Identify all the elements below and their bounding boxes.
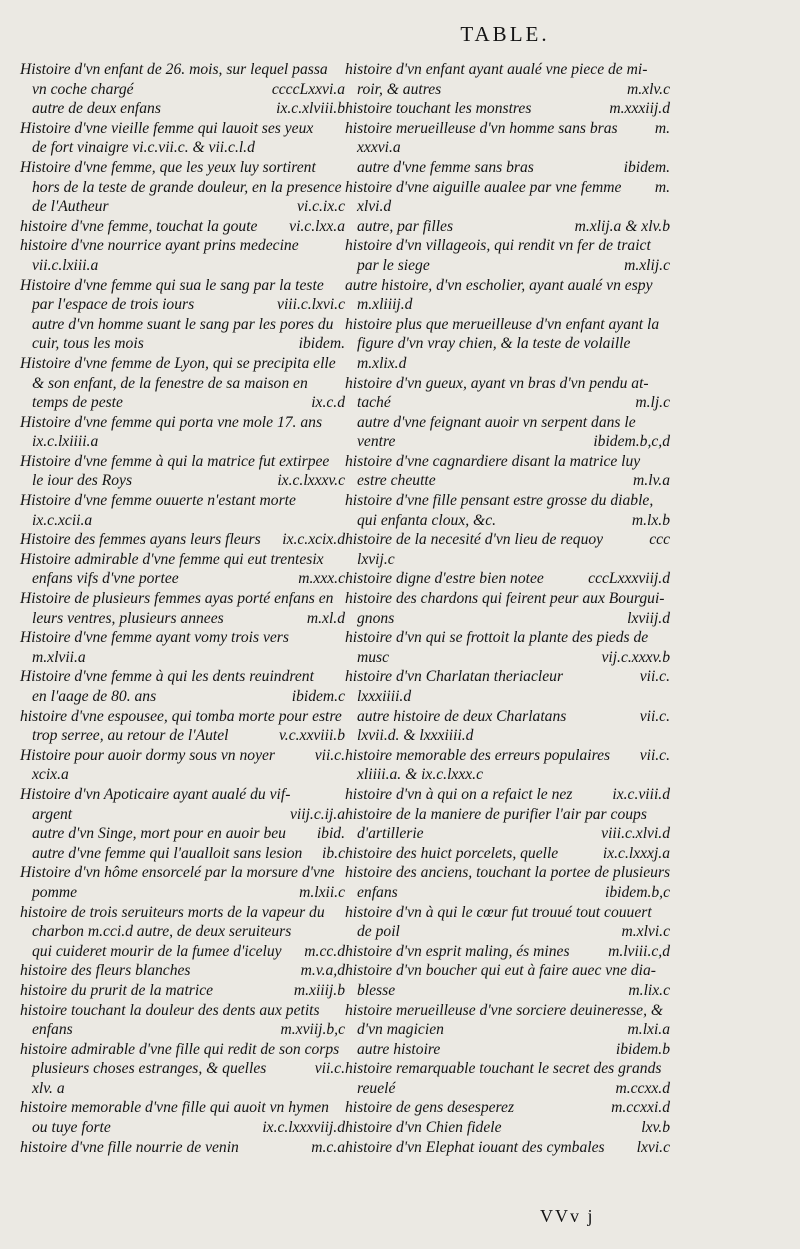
index-page-reference: m.lxi.a (627, 1021, 670, 1039)
index-entry-text: histoire d'vn esprit maling, és mines (345, 942, 570, 960)
index-line (20, 217, 345, 237)
index-entry-text: enfans vifs d'vne portee (32, 570, 179, 588)
index-entry-text: histoire d'vne fille pensant estre grosse du diable, (345, 492, 654, 510)
index-page-reference: m.xviij.b,c (280, 1021, 345, 1039)
index-page-reference: vi.c.ix.c (296, 198, 345, 216)
index-line (345, 1138, 670, 1158)
index-page-reference: lxv.b (641, 1119, 670, 1137)
index-page-reference: m. (654, 178, 670, 196)
index-entry-text: Histoire d'vne femme de Lyon, qui se precipita elle (20, 354, 336, 372)
index-entry-text: histoire d'vne aiguille aualee par vne femme (345, 178, 622, 196)
index-line (20, 942, 345, 962)
index-entry-text: enfans (32, 1021, 73, 1039)
index-entry-text: xlv. a (32, 1079, 65, 1097)
index-line (20, 276, 345, 296)
index-entry-text: histoire digne d'estre bien notee (345, 570, 544, 588)
index-page-reference: vi.c.lxx.a (289, 217, 345, 235)
index-page-reference: m.lxii.c (299, 883, 345, 901)
index-line (345, 178, 670, 198)
index-entry-text: autre d'vne feignant auoir vn serpent dans le (357, 413, 636, 431)
index-entry-text: xcix.a (32, 766, 69, 784)
index-entry-text: Histoire d'vne femme ayant vomy trois vers (20, 629, 289, 647)
index-page-reference: m.v.a,d (300, 962, 345, 980)
index-entry-text: temps de peste (32, 394, 123, 412)
index-entry-text: Histoire d'vn hôme ensorcelé par la morsure d'vne (20, 864, 335, 882)
index-entry-text: pomme (32, 883, 78, 901)
index-page-reference: ix.c.xcix.d (282, 531, 345, 549)
index-entry-text: de poil (357, 923, 400, 941)
index-entry-text: gnons (357, 609, 395, 627)
index-page-reference: ix.c.lxxxviij.d (262, 1119, 345, 1137)
index-page-reference: m.xlij.a & xlv.b (574, 217, 670, 235)
index-line (345, 707, 670, 727)
index-page-reference: vii.c. (314, 1060, 345, 1078)
index-page-reference: ix.c.lxxxv.c (277, 472, 345, 490)
index-page-reference: vii.c. (639, 668, 670, 686)
index-line (20, 726, 345, 746)
index-line (345, 922, 670, 942)
index-entry-text: qui cuideret mourir de la fumee d'iceluy (32, 942, 282, 960)
index-line (345, 648, 670, 668)
index-page-reference: ib.c (322, 844, 345, 862)
index-line (20, 1040, 345, 1060)
index-entry-text: histoire de la maniere de purifier l'air par coups (345, 805, 647, 823)
index-entry-text: lxxxiiii.d (357, 688, 412, 705)
index-entry-text: histoire d'vn boucher qui eut à faire auec vne dia- (345, 962, 656, 980)
index-page-reference: m.lx.b (631, 511, 670, 529)
index-line (20, 334, 345, 354)
index-line (345, 667, 670, 687)
index-line (20, 236, 345, 256)
index-page-reference: ibidem. (623, 158, 670, 176)
index-entry-text: Histoire pour auoir dormy sous vn noyer (20, 746, 275, 764)
index-line (345, 119, 670, 139)
index-line (20, 785, 345, 805)
index-line (345, 99, 670, 119)
index-page-reference: m.xlv.c (627, 80, 670, 98)
index-line (345, 1040, 670, 1060)
index-entry-text: ix.c.xcii.a (32, 511, 93, 529)
index-line (20, 1138, 345, 1158)
index-line (345, 726, 670, 746)
index-entry-text: histoire memorable d'vne fille qui auoit vn hymen (20, 1099, 329, 1117)
index-line (345, 197, 670, 217)
index-line (345, 981, 670, 1001)
index-line (20, 609, 345, 629)
index-line (345, 1098, 670, 1118)
index-line (20, 628, 345, 648)
index-page-reference: m.c.a (311, 1138, 345, 1156)
index-entry-text: m.xlvii.a (32, 648, 86, 666)
page-title: TABLE. (460, 22, 550, 46)
index-line (20, 178, 345, 198)
index-page-reference: m.lj.c (635, 394, 670, 412)
index-page-reference: m. (654, 119, 670, 137)
index-line (20, 491, 345, 511)
index-page-reference: cccLxxxviij.d (588, 570, 670, 588)
index-line (345, 824, 670, 844)
left-column (20, 60, 345, 1157)
index-page-reference: ccccLxxvi.a (271, 80, 345, 98)
index-line (20, 158, 345, 178)
index-line (345, 354, 670, 374)
index-line (345, 628, 670, 648)
index-entry-text: autre d'vne femme qui l'aualloit sans lesion (32, 844, 303, 862)
index-line (20, 60, 345, 80)
index-page-reference: ibidem.b,c,d (593, 433, 670, 451)
index-page-reference: ibid. (316, 825, 345, 843)
index-entry-text: cuir, tous les mois (32, 335, 144, 353)
index-line (345, 1001, 670, 1021)
index-line (345, 785, 670, 805)
index-entry-text: Histoire d'vne femme à qui la matrice fut extirpee (20, 452, 330, 470)
index-entry-text: charbon m.cci.d autre, de deux seruiteurs (32, 923, 292, 941)
index-line (345, 844, 670, 864)
index-entry-text: Histoire de plusieurs femmes ayas porté enfans en (20, 590, 334, 608)
index-line (20, 1059, 345, 1079)
index-line (20, 530, 345, 550)
index-line (20, 1118, 345, 1138)
index-entry-text: histoire touchant les monstres (345, 100, 532, 118)
index-line (20, 648, 345, 668)
index-line (345, 315, 670, 335)
index-entry-text: blesse (357, 981, 396, 999)
index-entry-text: roir, & autres (357, 80, 442, 98)
index-entry-text: histoire memorable des erreurs populaires (345, 746, 611, 764)
index-page-reference: vii.c. (314, 746, 345, 764)
index-entry-text: histoire d'vne nourrice ayant prins medecine (20, 237, 299, 255)
index-line (345, 550, 670, 570)
index-entry-text: autre, par filles (357, 217, 454, 235)
index-page-reference: viii.c.lxvi.c (277, 296, 345, 314)
index-entry-text: par le siege (357, 256, 430, 274)
index-entry-text: histoire d'vne femme, touchat la goute (20, 217, 258, 235)
index-line (20, 961, 345, 981)
index-line (20, 922, 345, 942)
index-page-reference: viii.c.xlvi.d (601, 825, 670, 843)
index-entry-text: xlvi.d (357, 198, 392, 216)
index-page-reference: ix.c.xlviii.b (276, 100, 345, 118)
index-entry-text: autre d'vne femme sans bras (357, 158, 534, 176)
index-line (20, 589, 345, 609)
index-page-reference: m.lix.c (628, 981, 670, 999)
index-entry-text: histoire d'vn Chien fidele (345, 1119, 502, 1137)
index-entry-text: ix.c.lxiiii.a (32, 433, 99, 451)
index-line (20, 315, 345, 335)
index-line (20, 903, 345, 923)
index-entry-text: histoire du prurit de la matrice (20, 981, 214, 999)
index-page-reference: m.xlvi.c (621, 923, 670, 941)
index-entry-text: de l'Autheur (32, 198, 109, 216)
index-entry-text: histoire merueilleuse d'vne sorciere deuineresse, & (345, 1001, 664, 1019)
index-line (20, 511, 345, 531)
index-entry-text: histoire des anciens, touchant la portee de plusieurs (345, 864, 671, 882)
index-entry-text: histoire d'vn gueux, ayant vn bras d'vn pendu at- (345, 374, 649, 392)
index-entry-text: enfans (357, 883, 398, 901)
index-entry-text: ou tuye forte (32, 1119, 111, 1137)
index-entry-text: Histoire d'vne femme qui porta vne mole 17. ans (20, 413, 323, 431)
index-line (345, 961, 670, 981)
index-line (20, 256, 345, 276)
index-line (20, 805, 345, 825)
index-line (345, 236, 670, 256)
index-line (20, 1001, 345, 1021)
index-entry-text: Histoire admirable d'vne femme qui eut trentesix (20, 550, 324, 568)
index-entry-text: m.xlix.d (357, 354, 407, 372)
index-entry-text: histoire d'vne espousee, qui tomba morte pour estre (20, 707, 342, 725)
index-line (20, 569, 345, 589)
index-entry-text: le iour des Roys (32, 472, 133, 490)
index-entry-text: histoire d'vn enfant ayant aualé vne piece de mi- (345, 61, 648, 78)
index-line (20, 99, 345, 119)
index-page-reference: ibidem.b,c (605, 883, 670, 901)
index-entry-text: par l'espace de trois iours (32, 296, 195, 314)
index-page-reference: viij.c.ij.a (290, 805, 345, 823)
index-line (345, 805, 670, 825)
index-page-reference: m.ccxx.d (615, 1079, 670, 1097)
index-entry-text: histoire de la necesité d'vn lieu de requoy (345, 531, 604, 549)
index-line (20, 471, 345, 491)
index-entry-text: de fort vinaigre vi.c.vii.c. & vii.c.l.d (32, 139, 255, 157)
index-entry-text: reuelé (357, 1079, 396, 1097)
index-entry-text: vii.c.lxiii.a (32, 256, 99, 274)
index-entry-text: Histoire d'vne femme à qui les dents reuindrent (20, 668, 314, 686)
index-line (20, 824, 345, 844)
index-line (345, 374, 670, 394)
index-entry-text: plusieurs choses estranges, & quelles (32, 1060, 267, 1078)
index-line (20, 765, 345, 785)
index-entry-text: Histoire des femmes ayans leurs fleurs (20, 531, 261, 549)
index-entry-text: histoire d'vn Elephat iouant des cymbales (345, 1138, 605, 1156)
index-page-reference: m.lviii.c,d (608, 942, 670, 960)
index-entry-text: histoire merueilleuse d'vn homme sans bras (345, 119, 618, 137)
index-page-reference: m.xiiij.b (293, 981, 345, 999)
index-line (20, 1079, 345, 1099)
index-page-reference: ibidem. (298, 335, 345, 353)
index-line (20, 119, 345, 139)
index-line (345, 569, 670, 589)
index-entry-text: histoire d'vn Charlatan theriacleur (345, 668, 564, 686)
right-column (345, 60, 670, 1157)
index-entry-text: hors de la teste de grande douleur, en la presence (32, 178, 342, 196)
index-entry-text: trop serree, au retour de l'Autel (32, 727, 229, 745)
index-entry-text: figure d'vn vray chien, & la teste de volaille (357, 335, 631, 353)
index-line (345, 530, 670, 550)
index-line (345, 80, 670, 100)
index-line (20, 844, 345, 864)
index-entry-text: argent (32, 805, 73, 823)
index-line (345, 511, 670, 531)
index-page-reference: m.ccxxi.d (611, 1099, 670, 1117)
index-line (345, 256, 670, 276)
index-page-reference: m.xl.d (306, 609, 345, 627)
index-page-reference: lxviij.d (627, 609, 670, 627)
index-entry-text: ventre (357, 433, 396, 451)
index-entry-text: Histoire d'vn enfant de 26. mois, sur lequel passa (20, 61, 328, 78)
index-entry-text: autre d'vn Singe, mort pour en auoir beu (32, 825, 286, 843)
index-line (345, 942, 670, 962)
index-line (345, 138, 670, 158)
index-entry-text: histoire admirable d'vne fille qui redit de son corps (20, 1040, 340, 1058)
index-entry-text: m.xliiij.d (357, 296, 413, 314)
index-line (345, 60, 670, 80)
index-line (20, 746, 345, 766)
index-line (20, 1098, 345, 1118)
index-line (20, 1020, 345, 1040)
index-entry-text: leurs ventres, plusieurs annees (32, 609, 224, 627)
index-line (345, 883, 670, 903)
index-line (20, 393, 345, 413)
index-line (20, 707, 345, 727)
index-entry-text: xxxvi.a (357, 139, 401, 157)
index-line (20, 550, 345, 570)
index-entry-text: d'artillerie (357, 825, 424, 843)
signature-mark: VVv j (540, 1206, 595, 1226)
index-page-reference: lxvi.c (636, 1138, 670, 1156)
index-entry-text: histoire remarquable touchant le secret des grands (345, 1060, 662, 1078)
index-entry-text: histoire touchant la douleur des dents aux petits (20, 1001, 320, 1019)
index-entry-text: Histoire d'vne vieille femme qui lauoit ses yeux (20, 119, 314, 137)
index-line (345, 903, 670, 923)
index-page-reference: v.c.xxviii.b (279, 727, 345, 745)
index-page-reference: ibidem.b (615, 1040, 670, 1058)
index-page-reference: m.lv.a (633, 472, 670, 490)
index-line (20, 413, 345, 433)
index-entry-text: histoire d'vn villageois, qui rendit vn fer de traict (345, 237, 651, 255)
index-page-reference: m.xlij.c (624, 256, 670, 274)
index-line (345, 589, 670, 609)
index-entry-text: d'vn magicien (357, 1021, 444, 1039)
index-line (345, 765, 670, 785)
index-page-reference: m.xxxiij.d (609, 100, 670, 118)
index-entry-text: & son enfant, de la fenestre de sa maison en (32, 374, 308, 392)
index-entry-text: histoire d'vn à qui le cœur fut trouué tout couuert (345, 903, 652, 921)
index-entry-text: vn coche chargé (32, 80, 134, 98)
index-line (345, 609, 670, 629)
index-entry-text: lxvij.c (357, 550, 395, 568)
index-line (345, 471, 670, 491)
index-line (345, 393, 670, 413)
index-entry-text: lxvii.d. & lxxxiiii.d (357, 727, 474, 745)
index-line (345, 746, 670, 766)
index-page-reference: vii.c. (639, 746, 670, 764)
index-entry-text: en l'aage de 80. ans (32, 688, 157, 705)
index-entry-text: taché (357, 394, 391, 412)
index-line (20, 80, 345, 100)
index-line (345, 452, 670, 472)
index-line (20, 295, 345, 315)
index-line (345, 863, 670, 883)
index-entry-text: Histoire d'vn Apoticaire ayant aualé du vif- (20, 785, 291, 803)
index-line (20, 863, 345, 883)
index-line (20, 354, 345, 374)
index-page-reference: ix.c.lxxxj.a (602, 844, 670, 862)
index-entry-text: qui enfanta cloux, &c. (357, 511, 497, 529)
index-page-reference: m.cc.d (304, 942, 345, 960)
index-line (20, 883, 345, 903)
index-entry-text: histoire d'vne fille nourrie de venin (20, 1138, 239, 1156)
index-page-reference: ix.c.viii.d (612, 785, 670, 803)
index-line (20, 687, 345, 707)
index-entry-text: histoire de gens desesperez (345, 1099, 515, 1117)
index-entry-text: Histoire d'vne femme qui sua le sang par la teste (20, 276, 324, 294)
index-entry-text: autre de deux enfans (32, 100, 161, 118)
index-entry-text: autre histoire, d'vn escholier, ayant aualé vn espy (345, 276, 653, 294)
index-entry-text: autre d'vn homme suant le sang par les pores du (32, 315, 334, 333)
index-line (345, 491, 670, 511)
index-line (20, 374, 345, 394)
index-page-reference: vij.c.xxxv.b (601, 648, 670, 666)
index-line (345, 158, 670, 178)
index-page-reference: ix.c.d (311, 394, 345, 412)
index-page-reference: m.xxx.c (298, 570, 345, 588)
index-entry-text: histoire d'vn qui se frottoit la plante des pieds de (345, 629, 649, 647)
index-entry-text: Histoire d'vne femme ouuerte n'estant morte (20, 492, 296, 510)
index-page-reference: ccc (649, 531, 670, 549)
index-line (345, 1118, 670, 1138)
index-entry-text: musc (357, 648, 390, 666)
index-line (20, 981, 345, 1001)
index-line (345, 1020, 670, 1040)
index-entry-text: histoire d'vn à qui on a refaict le nez (345, 785, 573, 803)
index-line (20, 197, 345, 217)
index-entry-text: autre histoire (357, 1040, 441, 1058)
index-entry-text: histoire des fleurs blanches (20, 962, 191, 980)
index-page-reference: ibidem.c (291, 688, 345, 705)
index-entry-text: autre histoire de deux Charlatans (357, 707, 567, 725)
index-entry-text: Histoire d'vne femme, que les yeux luy sortirent (20, 158, 316, 176)
page-header (0, 22, 800, 47)
index-line (345, 217, 670, 237)
index-entry-text: histoire d'vne cagnardiere disant la matrice luy (345, 452, 641, 470)
index-entry-text: estre cheutte (357, 472, 436, 490)
index-line (345, 432, 670, 452)
index-entry-text: xliiii.a. & ix.c.lxxx.c (357, 766, 483, 784)
index-line (345, 334, 670, 354)
index-entry-text: histoire plus que merueilleuse d'vn enfant ayant la (345, 315, 660, 333)
index-line (345, 413, 670, 433)
index-line (345, 687, 670, 707)
index-line (20, 138, 345, 158)
index-line (345, 1079, 670, 1099)
index-entry-text: histoire des chardons qui feirent peur aux Bourgui- (345, 590, 665, 608)
index-line (20, 452, 345, 472)
index-line (345, 1059, 670, 1079)
index-entry-text: histoire des huict porcelets, quelle (345, 844, 559, 862)
index-line (20, 432, 345, 452)
index-line (20, 667, 345, 687)
index-page-reference: vii.c. (639, 707, 670, 725)
index-entry-text: histoire de trois seruiteurs morts de la vapeur du (20, 903, 325, 921)
index-line (345, 295, 670, 315)
index-line (345, 276, 670, 296)
